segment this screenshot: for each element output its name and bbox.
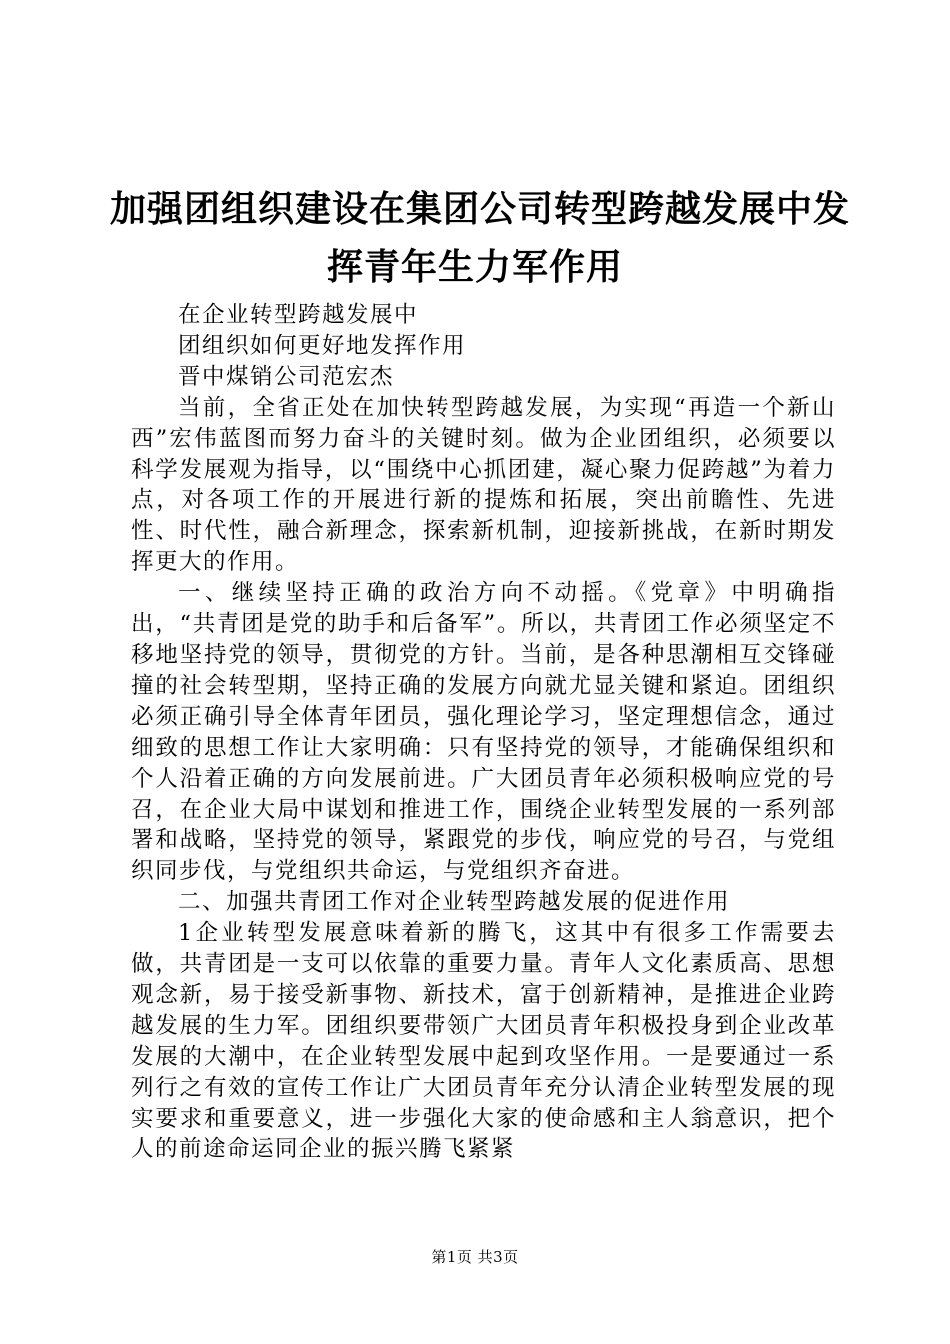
document-title-line-2: 挥青年生力军作用 xyxy=(326,247,623,288)
document-title-line-1: 加强团组织建设在集团公司转型跨越发展中发 xyxy=(110,189,851,230)
subtitle-line: 在企业转型跨越发展中 xyxy=(178,302,419,328)
subtitle-line: 团组织如何更好地发挥作用 xyxy=(178,332,467,359)
body-paragraph: 当前，全省正处在加快转型跨越发展，为实现“再造一个新山西”宏伟蓝图而努力奋斗的关键时刻。做为企业团组织，必须要以科学发展观为指导，以“围绕中心抓团建，凝心聚力促跨越”为着力点，对各项工作的开展进行新的提炼和拓展，突出前瞻性、先进性、时代性，融合新理念，探索新机制，迎接新挑战，在新时期发挥更大的作用。 xyxy=(131,394,836,576)
section-heading: 二、加强共青团工作对企业转型跨越发展的促进作用 xyxy=(178,889,731,916)
document-body xyxy=(131,300,836,1165)
author-line: 晋中煤销公司范宏杰 xyxy=(178,363,395,390)
page-footer: 第1页 共3页 xyxy=(431,1248,519,1266)
body-paragraph: 一、继续坚持正确的政治方向不动摇。《党章》中明确指出，“共青团是党的助手和后备军”。所以，共青团工作必须坚定不移地坚持党的领导，贯彻党的方针。当前，是各种思潮相互交锋碰撞的社会转型期，坚持正确的发展方向就尤显关键和紧迫。团组织必须正确引导全体青年团员，强化理论学习，坚定理想信念，通过细致的思想工作让大家明确：只有坚持党的领导，才能确保组织和个人沿着正确的方向发展前进。广大团员青年必须积极响应党的号召，在企业大局中谋划和推进工作，围绕企业转型发展的一系列部署和战略，坚持党的领导，紧跟党的步伐，响应党的号召，与党组织同步伐，与党组织共命运，与党组织齐奋进。 xyxy=(131,580,836,885)
body-paragraph: 1企业转型发展意味着新的腾飞，这其中有很多工作需要去做，共青团是一支可以依靠的重要力量。青年人文化素质高、思想观念新，易于接受新事物、新技术，富于创新精神，是推进企业跨越发展的生力军。团组织要带领广大团员青年积极投身到企业改革发展的大潮中，在企业转型发展中起到攻坚作用。一是要通过一系列行之有效的宣传工作让广大团员青年充分认清企业转型发展的现实要求和重要意义，进一步强化大家的使命感和主人翁意识，把个人的前途命运同企业的振兴腾飞紧紧 xyxy=(131,920,836,1163)
